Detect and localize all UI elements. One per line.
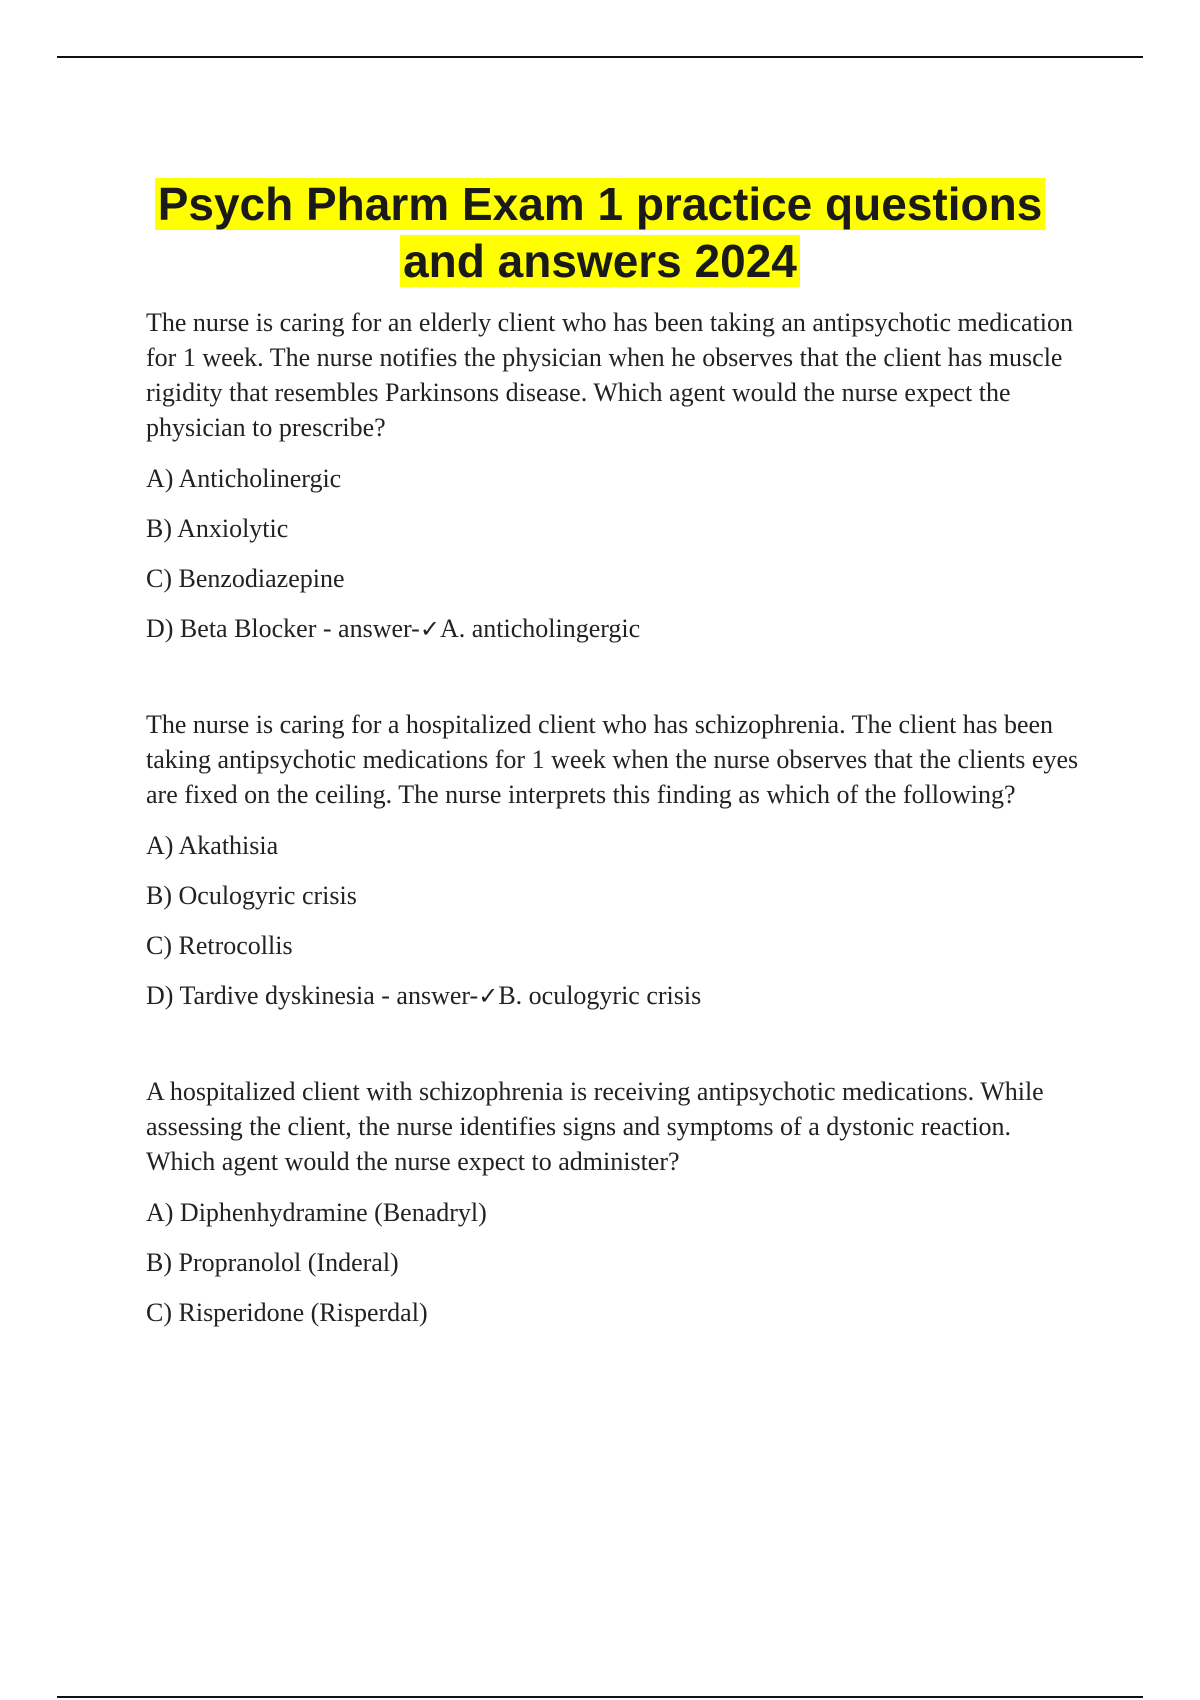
option-d: D) Beta Blocker — [146, 614, 317, 643]
question-stem: A hospitalized client with schizophrenia is receiving antipsychotic medications. While assessing the client, the nurse identifies signs and symptoms of a dystonic reaction. Which agent would the nurse expect to administer? — [146, 1077, 1044, 1176]
option-a: A) Anticholinergic — [146, 464, 342, 493]
option-b: B) Oculogyric crisis — [146, 881, 357, 910]
checkmark-icon: ✓ — [419, 615, 440, 643]
question-block-2 — [146, 707, 1086, 1014]
checkmark-icon: ✓ — [478, 982, 499, 1010]
question-list — [146, 305, 1086, 1345]
answer-prefix: - answer- — [374, 981, 479, 1010]
answer-text: A. anticholingergic — [439, 614, 641, 643]
question-stem: The nurse is caring for an elderly client who has been taking an antipsychotic medication for 1 week. The nurse notifies the physician when he observes that the client has muscle rigidity that resembles Parkinsons disease. Which agent would the nurse expect the physician to prescribe? — [146, 308, 1074, 442]
option-d: D) Tardive dyskinesia — [146, 981, 375, 1010]
option-b: B) Anxiolytic — [146, 514, 289, 543]
document-title — [0, 176, 1200, 290]
question-stem: The nurse is caring for a hospitalized client who has schizophrenia. The client has been taking antipsychotic medications for 1 week when the nurse observes that the clients eyes are fixed on the ceiling. The nurse interprets this finding as which of the following? — [146, 710, 1079, 809]
option-c: C) Retrocollis — [146, 931, 293, 960]
option-b: B) Propranolol (Inderal) — [146, 1248, 399, 1277]
option-d-with-answer — [146, 611, 1086, 647]
option-c: C) Risperidone (Risperdal) — [146, 1298, 428, 1327]
title-line-2: and answers 2024 — [400, 235, 800, 287]
question-block-3 — [146, 1074, 1086, 1330]
title-line-1: Psych Pharm Exam 1 practice questions — [155, 178, 1046, 230]
option-a: A) Diphenhydramine (Benadryl) — [146, 1198, 487, 1227]
answer-text: B. oculogyric crisis — [498, 981, 702, 1010]
bottom-rule — [57, 1696, 1143, 1698]
question-block-1 — [146, 305, 1086, 647]
option-c: C) Benzodiazepine — [146, 564, 345, 593]
option-d-with-answer — [146, 978, 1086, 1014]
option-a: A) Akathisia — [146, 831, 279, 860]
answer-prefix: - answer- — [316, 614, 420, 643]
top-rule — [57, 56, 1143, 58]
